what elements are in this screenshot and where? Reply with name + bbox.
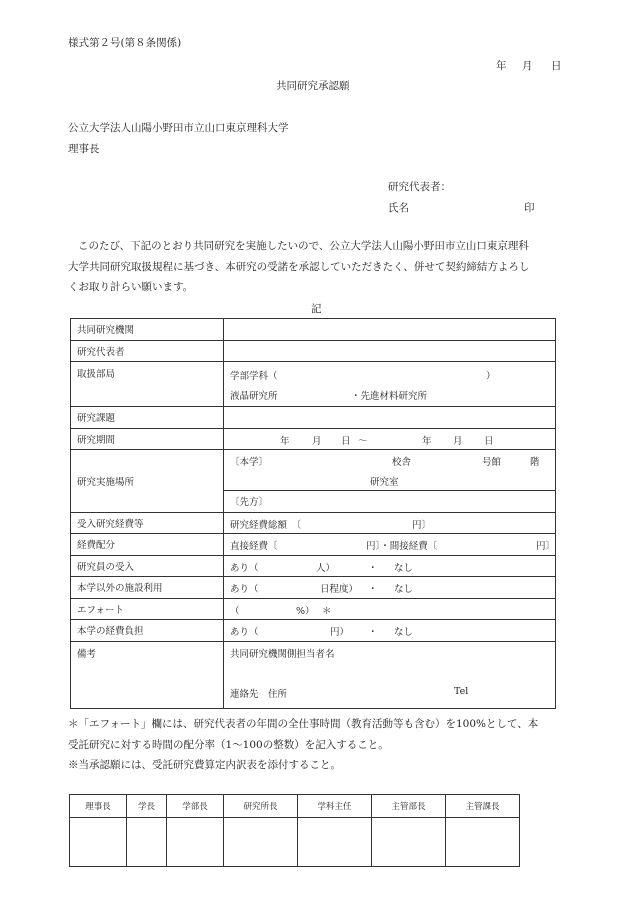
period-day2: 日 bbox=[484, 435, 494, 447]
allocation-indirect-end: 円〕 bbox=[536, 541, 556, 553]
approval-header: 理事長 bbox=[70, 795, 127, 818]
row-effort bbox=[71, 598, 556, 620]
dept-lc-lab: 液晶研究所 bbox=[230, 391, 278, 402]
approval-stamp-row bbox=[70, 818, 520, 867]
field-dept[interactable] bbox=[224, 362, 556, 407]
ki-heading: 記 bbox=[311, 303, 322, 315]
stamp-box[interactable] bbox=[445, 818, 519, 867]
dept-faculty: 学部学科（ bbox=[230, 371, 278, 382]
effort-open: （ bbox=[230, 605, 240, 617]
field-place-campus[interactable] bbox=[224, 450, 556, 491]
field-burden[interactable] bbox=[224, 620, 556, 642]
effort-pct: %） bbox=[296, 605, 315, 617]
facility-nashi: なし bbox=[394, 584, 414, 596]
burden-yen: 円） bbox=[330, 627, 350, 639]
field-remarks[interactable] bbox=[224, 641, 556, 708]
label-researchers: 研究員の受入 bbox=[71, 555, 224, 577]
field-topic[interactable] bbox=[224, 407, 556, 429]
footnote-attachment: ※当承認願には、受託研究費算定内訳表を添付すること。 bbox=[68, 759, 341, 771]
applicant-name-label: 氏名 bbox=[388, 202, 409, 214]
body-paragraph bbox=[68, 236, 558, 298]
approval-header-row bbox=[70, 795, 520, 818]
document-title: 共同研究承認願 bbox=[276, 80, 350, 92]
label-funds: 受入研究経費等 bbox=[71, 512, 224, 534]
label-place: 研究実施場所 bbox=[71, 450, 224, 513]
row-remarks bbox=[71, 641, 556, 708]
row-place-main bbox=[71, 450, 556, 491]
footnote-effort-2: 受託研究に対する時間の配分率（1〜100の整数）を記入すること。 bbox=[68, 738, 389, 751]
field-partner[interactable] bbox=[224, 319, 556, 341]
label-dept: 取扱部局 bbox=[71, 362, 224, 407]
field-funds[interactable] bbox=[224, 512, 556, 534]
researchers-nashi: なし bbox=[394, 562, 414, 574]
body-line: このたび、下記のとおり共同研究を実施したいので、公立大学法人山陽小野田市立山口東京理科 bbox=[78, 240, 529, 252]
label-facility: 本学以外の施設利用 bbox=[71, 577, 224, 599]
row-allocation bbox=[71, 534, 556, 556]
row-dept bbox=[71, 362, 556, 407]
date-year: 年 bbox=[496, 60, 507, 72]
researchers-ari: あり（ bbox=[230, 562, 259, 574]
label-remarks: 備考 bbox=[71, 641, 224, 708]
label-allocation: 経費配分 bbox=[71, 534, 224, 556]
approval-header: 主管課長 bbox=[445, 795, 519, 818]
effort-star: ＊ bbox=[322, 605, 332, 617]
label-partner: 共同研究機関 bbox=[71, 319, 224, 341]
period-day: 日 bbox=[341, 435, 351, 447]
facility-days: 日程度） bbox=[320, 584, 359, 596]
approval-header: 学長 bbox=[127, 795, 167, 818]
seal-mark: 印 bbox=[524, 202, 535, 214]
place-floor: 階 bbox=[530, 457, 540, 468]
remarks-tel: Tel bbox=[454, 685, 469, 697]
row-period bbox=[71, 428, 556, 450]
label-effort: エフォート bbox=[71, 598, 224, 620]
stamp-box[interactable] bbox=[224, 818, 298, 867]
place-room: 研究室 bbox=[370, 477, 399, 488]
field-effort[interactable] bbox=[224, 598, 556, 620]
place-partner-site: 〔先方〕 bbox=[230, 497, 269, 509]
period-tilde: 〜 bbox=[358, 435, 368, 447]
label-topic: 研究課題 bbox=[71, 407, 224, 429]
funds-yen: 円〕 bbox=[412, 519, 432, 531]
field-period[interactable] bbox=[224, 428, 556, 450]
period-year2: 年 bbox=[422, 435, 432, 447]
approval-table bbox=[69, 794, 520, 867]
label-burden: 本学の経費負担 bbox=[71, 620, 224, 642]
approval-header: 学科主任 bbox=[297, 795, 371, 818]
row-facility bbox=[71, 577, 556, 599]
remarks-contact: 連絡先 住所 bbox=[230, 688, 288, 700]
date-day: 日 bbox=[551, 60, 562, 72]
body-line: くお取り計らい願います。 bbox=[68, 281, 194, 293]
footnotes bbox=[68, 714, 568, 776]
label-representative: 研究代表者 bbox=[71, 340, 224, 362]
period-month: 月 bbox=[312, 435, 322, 447]
form-id: 様式第２号(第８条関係) bbox=[68, 37, 182, 49]
label-period: 研究期間 bbox=[71, 428, 224, 450]
period-month2: 月 bbox=[453, 435, 463, 447]
date-month: 月 bbox=[522, 60, 533, 72]
row-partner bbox=[71, 319, 556, 341]
burden-nashi: なし bbox=[394, 627, 414, 639]
row-burden bbox=[71, 620, 556, 642]
burden-dot: ・ bbox=[368, 627, 378, 639]
remarks-contact-person: 共同研究機関側担当者名 bbox=[230, 648, 335, 660]
field-researchers[interactable] bbox=[224, 555, 556, 577]
row-representative bbox=[71, 340, 556, 362]
stamp-box[interactable] bbox=[70, 818, 127, 867]
researchers-dot: ・ bbox=[368, 562, 378, 574]
stamp-box[interactable] bbox=[371, 818, 445, 867]
row-topic bbox=[71, 407, 556, 429]
applicant-rep-label: 研究代表者： bbox=[388, 181, 451, 193]
allocation-direct-end: 円〕・間接経費〔 bbox=[366, 541, 438, 553]
facility-ari: あり（ bbox=[230, 584, 259, 596]
facility-dot: ・ bbox=[368, 584, 378, 596]
field-place-partner[interactable] bbox=[224, 491, 556, 513]
addressee-org: 公立大学法人山陽小野田市立山口東京理科大学 bbox=[68, 122, 289, 134]
funds-total: 研究経費総額 〔 bbox=[230, 519, 302, 531]
approval-header: 研究所長 bbox=[224, 795, 298, 818]
period-year: 年 bbox=[280, 435, 290, 447]
burden-ari: あり（ bbox=[230, 627, 259, 639]
place-kousha: 校舎 bbox=[392, 457, 412, 468]
stamp-box[interactable] bbox=[297, 818, 371, 867]
footnote-effort-1: ＊「エフォート」欄には、研究代表者の年間の全仕事時間（教育活動等も含む）を100%として、本 bbox=[68, 718, 539, 730]
field-allocation[interactable] bbox=[224, 534, 556, 556]
application-table bbox=[70, 318, 556, 709]
stamp-box[interactable] bbox=[167, 818, 224, 867]
researchers-persons: 人） bbox=[316, 562, 336, 574]
approval-header: 学部長 bbox=[167, 795, 224, 818]
field-facility[interactable] bbox=[224, 577, 556, 599]
row-researchers bbox=[71, 555, 556, 577]
approval-header: 主管部長 bbox=[371, 795, 445, 818]
allocation-direct: 直接経費〔 bbox=[230, 541, 278, 553]
dept-adv-lab: ・先進材料研究所 bbox=[351, 391, 428, 402]
field-representative[interactable] bbox=[224, 340, 556, 362]
place-campus: 〔本学〕 bbox=[230, 457, 269, 468]
stamp-box[interactable] bbox=[127, 818, 167, 867]
addressee-role: 理事長 bbox=[68, 143, 100, 155]
body-line: 大学共同研究取扱規程に基づき、本研究の受諾を承認していただきたく、併せて契約締結方よろし bbox=[68, 260, 530, 273]
place-goukan: 号館 bbox=[482, 457, 502, 468]
dept-faculty-close: ） bbox=[486, 371, 496, 382]
row-funds bbox=[71, 512, 556, 534]
